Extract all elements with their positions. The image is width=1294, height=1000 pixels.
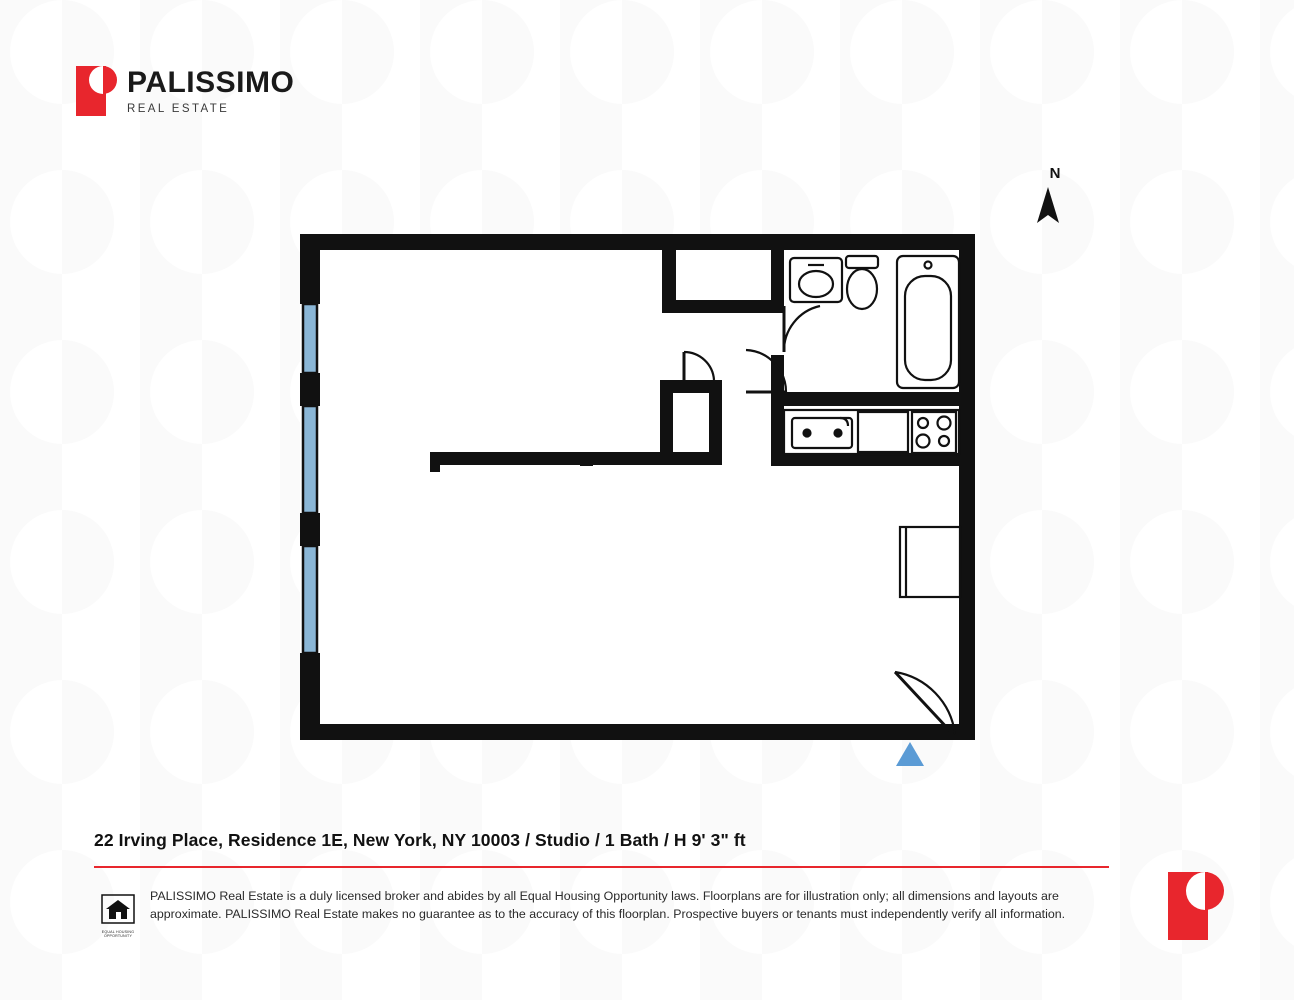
equal-housing-opportunity-icon bbox=[96, 894, 140, 939]
closet-top-door bbox=[710, 303, 719, 310]
brand-logo bbox=[76, 66, 294, 116]
eho-caption: EQUAL HOUSING OPPORTUNITY bbox=[101, 930, 135, 939]
corner-brand-mark-icon bbox=[1168, 872, 1224, 940]
north-arrow-icon bbox=[1028, 181, 1068, 225]
compass bbox=[1028, 166, 1068, 236]
disclaimer-text: PALISSIMO Real Estate is a duly licensed broker and abides by all Equal Housing Opportunity laws. Floorplans are for illustration only; all dimensions and layouts are approximate. PALISSIMO Real Estate makes no guarantee as to the accuracy of this floorplan. Prospective buyers or tenants must independently verify all information. bbox=[150, 889, 1066, 921]
palissimo-p-mark-icon bbox=[76, 66, 118, 116]
brand-logo-text bbox=[127, 66, 294, 115]
entry-arrow-icon bbox=[896, 742, 924, 766]
listing-title: 22 Irving Place, Residence 1E, New York, NY 10003 / Studio / 1 Bath / H 9' 3" ft bbox=[94, 830, 746, 850]
compass-north-label: N bbox=[1049, 165, 1061, 182]
footer-divider bbox=[94, 866, 1109, 868]
unit-interior bbox=[300, 234, 975, 740]
window-group bbox=[303, 304, 317, 653]
brand-name: PALISSIMO bbox=[127, 66, 295, 99]
brand-tagline: REAL ESTATE bbox=[127, 103, 230, 115]
